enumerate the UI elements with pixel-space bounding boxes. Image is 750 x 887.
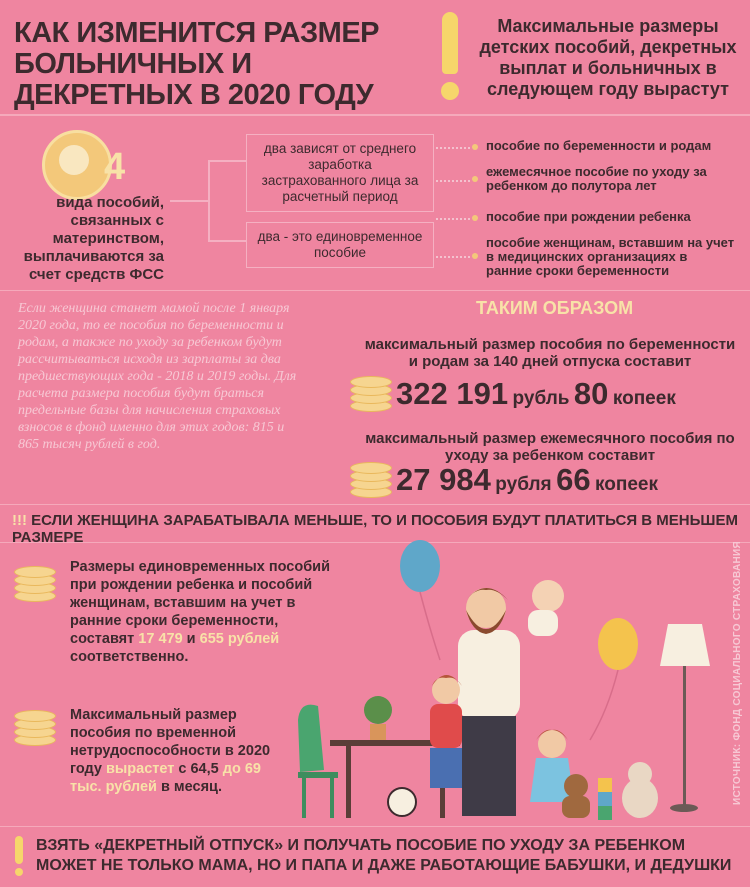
kop-word: копеек [595, 474, 658, 495]
baby [532, 580, 564, 612]
yellow-balloon [598, 618, 638, 670]
section-heading: ТАКИМ ОБРАЗОМ [476, 298, 634, 318]
divider [0, 114, 750, 116]
benefit-count: 4 [104, 146, 126, 188]
coins-icon [350, 372, 392, 412]
coins-icon [14, 706, 56, 746]
page-title: КАК ИЗМЕНИТСЯ РАЗМЕР БОЛЬНИЧНЫХ И ДЕКРЕТНЫХ В 2020 ГОДУ [14, 17, 380, 111]
sick-leave-tail: в месяц. [160, 779, 222, 795]
connector [170, 200, 208, 202]
plant [370, 724, 386, 740]
lamp [660, 624, 710, 666]
kop-amount: 66 [556, 462, 591, 497]
dotted-line [436, 218, 470, 220]
footer-text: ВЗЯТЬ «ДЕКРЕТНЫЙ ОТПУСК» И ПОЛУЧАТЬ ПОСОБИЕ ПО УХОДУ ЗА РЕБЕНКОМ МОЖЕТ НЕ ТОЛЬКО МАМА, НО И ПАПА И ДАЖЕ РАБОТАЮЩИЕ БАБУШКИ, И ДЕДУШКИ [36, 837, 732, 874]
source-note [722, 541, 743, 805]
connector [208, 240, 246, 242]
blue-balloon [400, 540, 440, 592]
baby-icon [42, 130, 112, 200]
kop-amount: 80 [573, 376, 609, 411]
lump-sum-value-1: 17 479 [138, 631, 183, 647]
coins-icon [14, 562, 56, 602]
dotted-line [436, 147, 470, 149]
list-item: пособие при рождении ребенка [486, 209, 691, 224]
connector [208, 160, 246, 162]
source-text: ИСТОЧНИК: ФОНД СОЦИАЛЬНОГО СТРАХОВАНИЯ [732, 541, 743, 805]
lump-sum-text: Размеры единовременных пособий при рождении ребенка и пособий женщинам, вставшим на учет в ранние сроки беременности, составят [70, 559, 330, 647]
stat-childcare-label: максимальный размер ежемесячного пособия по уходу за ребенком составит [365, 430, 735, 464]
warning-text: ЕСЛИ ЖЕНЩИНА ЗАРАБАТЫВАЛА МЕНЬШЕ, ТО И ПОСОБИЯ БУДУТ ПЛАТИТЬСЯ В МЕНЬШЕМ РАЗМЕРЕ [12, 512, 738, 546]
bullet [472, 176, 478, 182]
stat-maternity-value [396, 376, 676, 412]
little-girl [538, 730, 566, 758]
chair [298, 705, 324, 772]
stat-childcare-value [396, 462, 658, 498]
lump-sum-value-2: 655 рублей [199, 631, 280, 647]
kop-word: копеек [612, 388, 676, 409]
box-lump-sum: два - это единовременное пособие [246, 222, 434, 268]
benefit-count-label: вида пособий, связанных с материнством, выплачиваются за счет средств ФСС [23, 194, 164, 283]
exclamation-icon [434, 12, 468, 104]
list-item: ежемесячное пособие по уходу за ребенком до полутора лет [486, 164, 707, 193]
rub-word: рубля [495, 474, 552, 495]
sick-leave-grow: вырастет [106, 761, 175, 777]
dotted-line [436, 180, 470, 182]
divider [0, 290, 750, 291]
list-item: пособие по беременности и родам [486, 138, 712, 153]
footer-note [0, 826, 750, 887]
dotted-line [436, 256, 470, 258]
sick-leave-text: Максимальный размер пособия по временной нетрудоспособности в 2020 году [70, 707, 271, 777]
subtitle: Максимальные размеры детских пособий, декретных выплат и больничных в следующем году вырастут [479, 16, 737, 99]
teddy-bear [564, 774, 588, 798]
divider [0, 504, 750, 505]
rub-amount: 322 191 [396, 376, 509, 411]
list-item: пособие женщинам, вставшим на учет в медицинских организациях в ранние сроки беременности [486, 235, 735, 278]
bullet [472, 144, 478, 150]
coins-icon [350, 458, 392, 498]
connector [208, 160, 210, 240]
ball [388, 788, 416, 816]
bullet [472, 253, 478, 259]
blocks [598, 778, 612, 792]
lump-sum-tail: соответственно. [70, 649, 189, 665]
sick-leave-to: до 69 тыс. рублей [70, 761, 261, 795]
bullet [472, 215, 478, 221]
rub-word: рубль [512, 388, 570, 409]
exclamation-icon [12, 836, 26, 876]
stat-maternity-label: максимальный размер пособия по беременности и родам за 140 дней отпуска составит [364, 336, 736, 370]
lump-sum-and: и [186, 631, 196, 647]
sick-leave-info [70, 706, 275, 796]
warning-marks: !!! [12, 512, 27, 529]
father [458, 630, 520, 720]
family-illustration [290, 540, 720, 822]
sick-leave-from: с 64,5 [178, 761, 219, 777]
box-average-earnings: два зависят от среднего заработка застрахованного лица за расчетный период [246, 134, 434, 212]
rub-amount: 27 984 [396, 462, 491, 497]
explanation-text: Если женщина станет мамой после 1 января 2020 года, то ее пособия по беременности и родам, а также по уходу за ребенком будут рассчитываться исходя из зарплаты за два предшествующих года - 2018 и 2019 годы. Для расчета размера пособия будут браться предельные базы для начисления страховых взносов в фонд именно для этих годов: 815 и 865 тысяч рублей в год. [18, 301, 297, 452]
